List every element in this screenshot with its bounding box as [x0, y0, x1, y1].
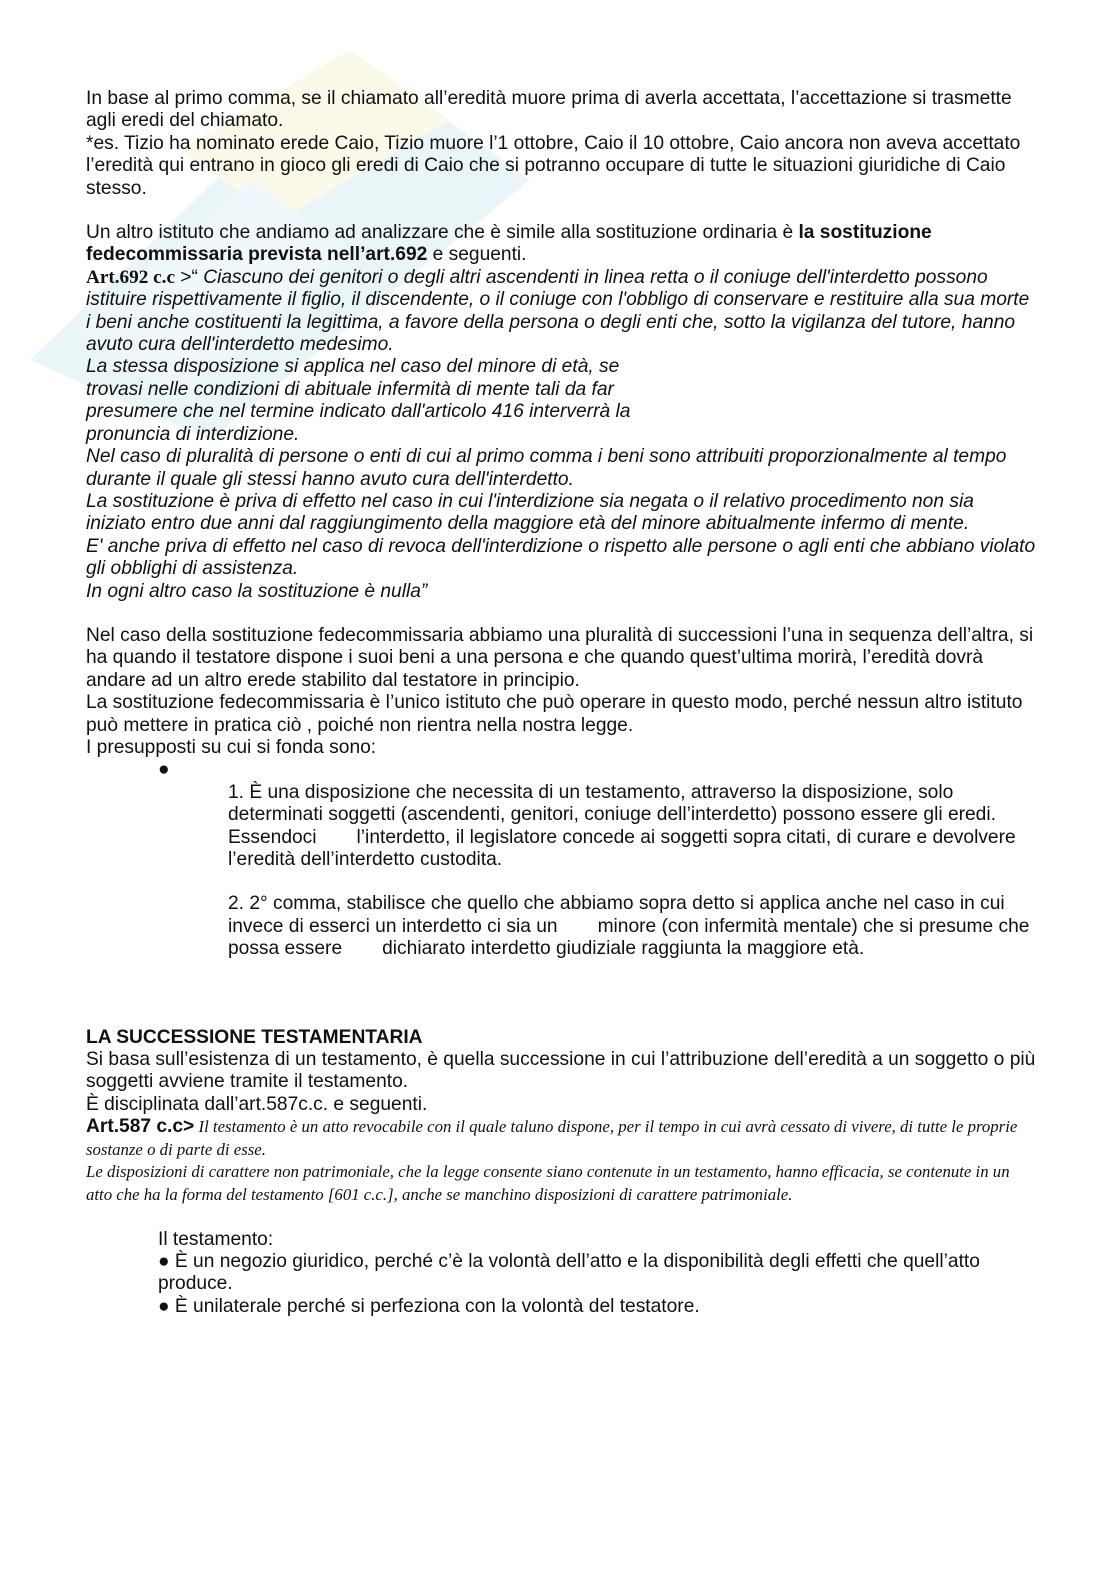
presupposto-item-1-text: 1. È una disposizione che necessita di un testamento, attraverso la disposizione, solo determinati soggetti (ascendenti, genitori, coniuge dell’interdetto) possono essere gli eredi. Essendoci — [228, 781, 996, 848]
presupposti-heading: I presupposti su cui si fonda sono: — [86, 736, 377, 758]
art587-text-1: Il testamento è un atto revocabile con il quale taluno dispone, per il tempo in cui avrà cessato di vivere, di tutte le proprie sostanze o di parte di esse. — [86, 1117, 1018, 1159]
art692-text-line: trovasi nelle condizioni di abituale infermità di mente tali da far — [86, 378, 614, 400]
art692-text-line: pronuncia di interdizione. — [86, 423, 300, 445]
presupposti-list — [86, 782, 1036, 961]
art692-text-line: presumere che nel termine indicato dall'articolo 416 interverrà la — [86, 401, 631, 423]
intro-example-paragraph: *es. Tizio ha nominato erede Caio, Tizio muore l’1 ottobre, Caio il 10 ottobre, Caio ancora non aveva accettato l’eredità qui entrano in gioco gli eredi di Caio che si potranno occupare di tutte le situazioni giuridiche di Caio stesso. — [86, 132, 1021, 199]
fedecommissaria-intro-text: Un altro istituto che andiamo ad analizzare che è simile alla sostituzione ordinaria è — [86, 222, 799, 244]
presupposto-item-1 — [228, 782, 1036, 872]
testamento-list-title: Il testamento: — [158, 1228, 274, 1250]
document-page — [86, 88, 1036, 1318]
fedecommissaria-intro-tail: e seguenti. — [427, 244, 527, 266]
art692-text-comma-3: Nel caso di pluralità di persone o enti di cui al primo comma i beni sono attribuiti proporzionalmente al tempo durante il quale gli stessi hanno avuto cura dell'interdetto. — [86, 446, 1007, 490]
art692-first-line — [86, 267, 1036, 357]
testamentaria-paragraph-1: Si basa sull’esistenza di un testamento, è quella successione in cui l’attribuzione dell’eredità a un soggetto o più soggetti avviene tramite il testamento. — [86, 1049, 1036, 1093]
art587-text-2: Le disposizioni di carattere non patrimoniale, che la legge consente siano contenute in un testamento, hanno efficacia, se contenute in un atto che ha la forma del testamento [601 c.c.], anche se manchino disposizioni di carattere patrimoniale. — [86, 1162, 1010, 1205]
section-heading-testamentaria: LA SUCCESSIONE TESTAMENTARIA — [86, 1026, 423, 1048]
testamentaria-paragraph-2: È disciplinata dall’art.587c.c. e seguenti. — [86, 1093, 428, 1115]
art692-quote-open: >“ — [174, 266, 204, 288]
fedecommissaria-unique-paragraph: La sostituzione fedecommissaria è l’unico istituto che può operare in questo modo, perché nessun altro istituto può mettere in pratica ciò , poiché non rientra nella nostra legge. — [86, 692, 1023, 736]
presupposto-item-2-mid: minore (con infermità mentale) che si presume che possa essere — [228, 915, 1030, 960]
presupposto-item-2 — [228, 893, 1036, 960]
fedecommissaria-intro — [86, 222, 1036, 267]
presupposto-item-2-tail: dichiarato interdetto giudiziale raggiunta la maggiore età. — [382, 938, 865, 960]
intro-paragraph-1: In base al primo comma, se il chiamato all’eredità muore prima di averla accettata, l’accettazione si trasmette agli eredi del chiamato. — [86, 88, 1012, 132]
art587-reference: Art.587 c.c> — [86, 1116, 195, 1138]
presupposto-item-2-text: 2. 2° comma, stabilisce che quello che abbiamo sopra detto si applica anche nel caso in cui invece di esserci un interdetto ci sia un — [228, 893, 1005, 937]
list-item: ● È unilaterale perché si perfeziona con la volontà del testatore. — [158, 1295, 700, 1317]
art692-text-comma-5: E' anche priva di effetto nel caso di revoca dell'interdizione o rispetto alle persone o agli enti che abbiano violato gli obblighi di assistenza. — [86, 535, 1036, 580]
art692-text-line: La stessa disposizione si applica nel caso del minore di età, se — [86, 356, 620, 378]
presupposto-item-1-tail: l’interdetto, il legislatore concede ai soggetti sopra citati, di curare e devolvere l’eredità dell’interdetto custodita. — [228, 826, 1016, 870]
fedecommissaria-intro-bold: la sostituzione fedecommissaria prevista nell’art.692 — [86, 222, 932, 266]
art587-block — [86, 1116, 1036, 1161]
art692-text-comma-4: La sostituzione è priva di effetto nel caso in cui l'interdizione sia negata o il relativo procedimento non sia iniziato entro due anni dal raggiungimento della maggiore età del minore abitualmente infermo di mente. — [86, 490, 974, 535]
art692-reference: Art.692 c.c — [86, 266, 175, 288]
art692-text-closing: In ogni altro caso la sostituzione è nulla” — [86, 580, 428, 602]
bullet-marker: ● — [158, 759, 170, 781]
list-item: ● È un negozio giuridico, perché c’è la volontà dell’atto e la disponibilità degli effetti che quell’atto produce. — [158, 1251, 980, 1295]
art692-text-comma-1: Ciascuno dei genitori o degli altri ascendenti in linea retta o il coniuge dell'interdetto possono istituire rispettivamente il figlio, il discendente, o il coniuge con l'obbligo di conservare e restituire alla sua morte i beni anche costituenti la legittima, a favore della persona o degli enti che, sotto la vigilanza del tutore, hanno avuto cura dell'interdetto medesimo. — [86, 266, 1030, 356]
fedecommissaria-case-paragraph: Nel caso della sostituzione fedecommissaria abbiamo una pluralità di successioni l’una in sequenza dell’altra, si ha quando il testatore dispone i suoi beni a una persona e che quando quest’ultima morirà, l’eredità dovrà andare ad un altro erede stabilito dal testatore in principio. — [86, 624, 1034, 691]
testamento-list — [86, 1229, 1036, 1319]
